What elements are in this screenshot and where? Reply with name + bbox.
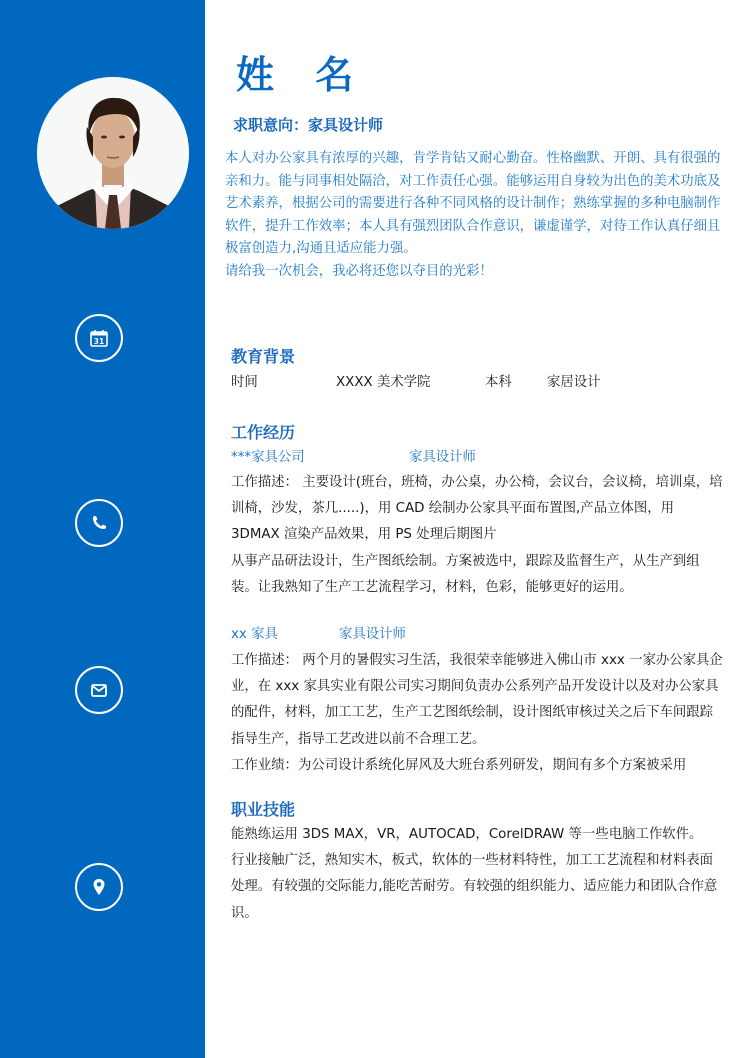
- section-title-education: 教育背景: [231, 347, 296, 366]
- skills-description: [231, 822, 723, 927]
- education-degree: 本科: [485, 375, 512, 390]
- education-row: [0, 372, 750, 394]
- job-description-line: 工作描述： 主要设计(班台，班椅，办公桌，办公椅，会议台，会议椅，培训桌，培训椅，沙发，茶几.....)，用 CAD 绘制办公家具平面布置图,产品立体图，用 3DMAX 渲染产品效果，用 PS 处理后期图片: [231, 475, 723, 543]
- education-time: 时间: [231, 375, 258, 390]
- skills-line: 能熟练运用 3DS MAX，VR，AUTOCAD，CorelDRAW 等一些电脑工作软件。: [231, 827, 703, 842]
- section-title-skills: 职业技能: [231, 800, 296, 819]
- education-major: 家居设计: [547, 375, 601, 390]
- job-company: ***家具公司: [231, 450, 305, 465]
- job-description: [231, 470, 723, 601]
- svg-text:31: 31: [93, 337, 105, 346]
- job-position: 家具设计师: [339, 627, 406, 642]
- education-school: XXXX 美术学院: [336, 375, 431, 390]
- intro-paragraph: 本人对办公家具有浓厚的兴趣，肯学肯钻又耐心勤奋。性格幽默、开朗、具有很强的亲和力。能与同事相处隔洽，对工作责任心强。能够运用自身较为出色的美术功底及艺术素养，根据公司的需要进行各种不同风格的设计制作；熟练掌握的多种电脑制作软件，提升工作效率；本人具有强烈团队合作意识，谦虚谨学，对待工作认真仔细且极富创造力,沟通且适应能力强。: [225, 151, 721, 257]
- job-header: [0, 447, 750, 469]
- job-header: [0, 624, 750, 646]
- job-description-line: 工作描述： 两个月的暑假实习生活，我很荣幸能够进入佛山市 xxx 一家办公家具企业，在 xxx 家具实业有限公司实习期间负责办公系列产品开发设计以及对办公家具的配件，材料，加工工艺，生产工艺图纸绘制，设计图纸审核过关之后下车间跟踪指导生产，指导工艺改进以前不合理工艺。: [231, 653, 723, 747]
- intro-closing: 请给我一次机会，我必将还您以夺目的光彩！: [225, 263, 493, 279]
- candidate-name: 姓 名: [236, 53, 368, 97]
- job-company: xx 家具: [231, 627, 278, 642]
- job-description: [231, 648, 723, 779]
- job-description-line: 从事产品研法设计，生产图纸绘制。方案被选中，跟踪及监督生产，从生产到组装。让我熟知了生产工艺流程学习，材料，色彩，能够更好的运用。: [231, 553, 700, 595]
- skills-line: 行业接触广泛，熟知实木，板式，软体的一些材料特性，加工工艺流程和材料表面处理。有较强的交际能力,能吃苦耐劳。有较强的组织能力、适应能力和团队合作意识。: [231, 853, 718, 921]
- job-description-line: 工作业绩：为公司设计系统化屏风及大班台系列研发，期间有多个方案被采用: [231, 757, 687, 773]
- section-title-experience: 工作经历: [231, 423, 296, 442]
- self-introduction: [225, 148, 725, 284]
- job-position: 家具设计师: [409, 450, 476, 465]
- job-intent: 求职意向：家具设计师: [233, 116, 384, 134]
